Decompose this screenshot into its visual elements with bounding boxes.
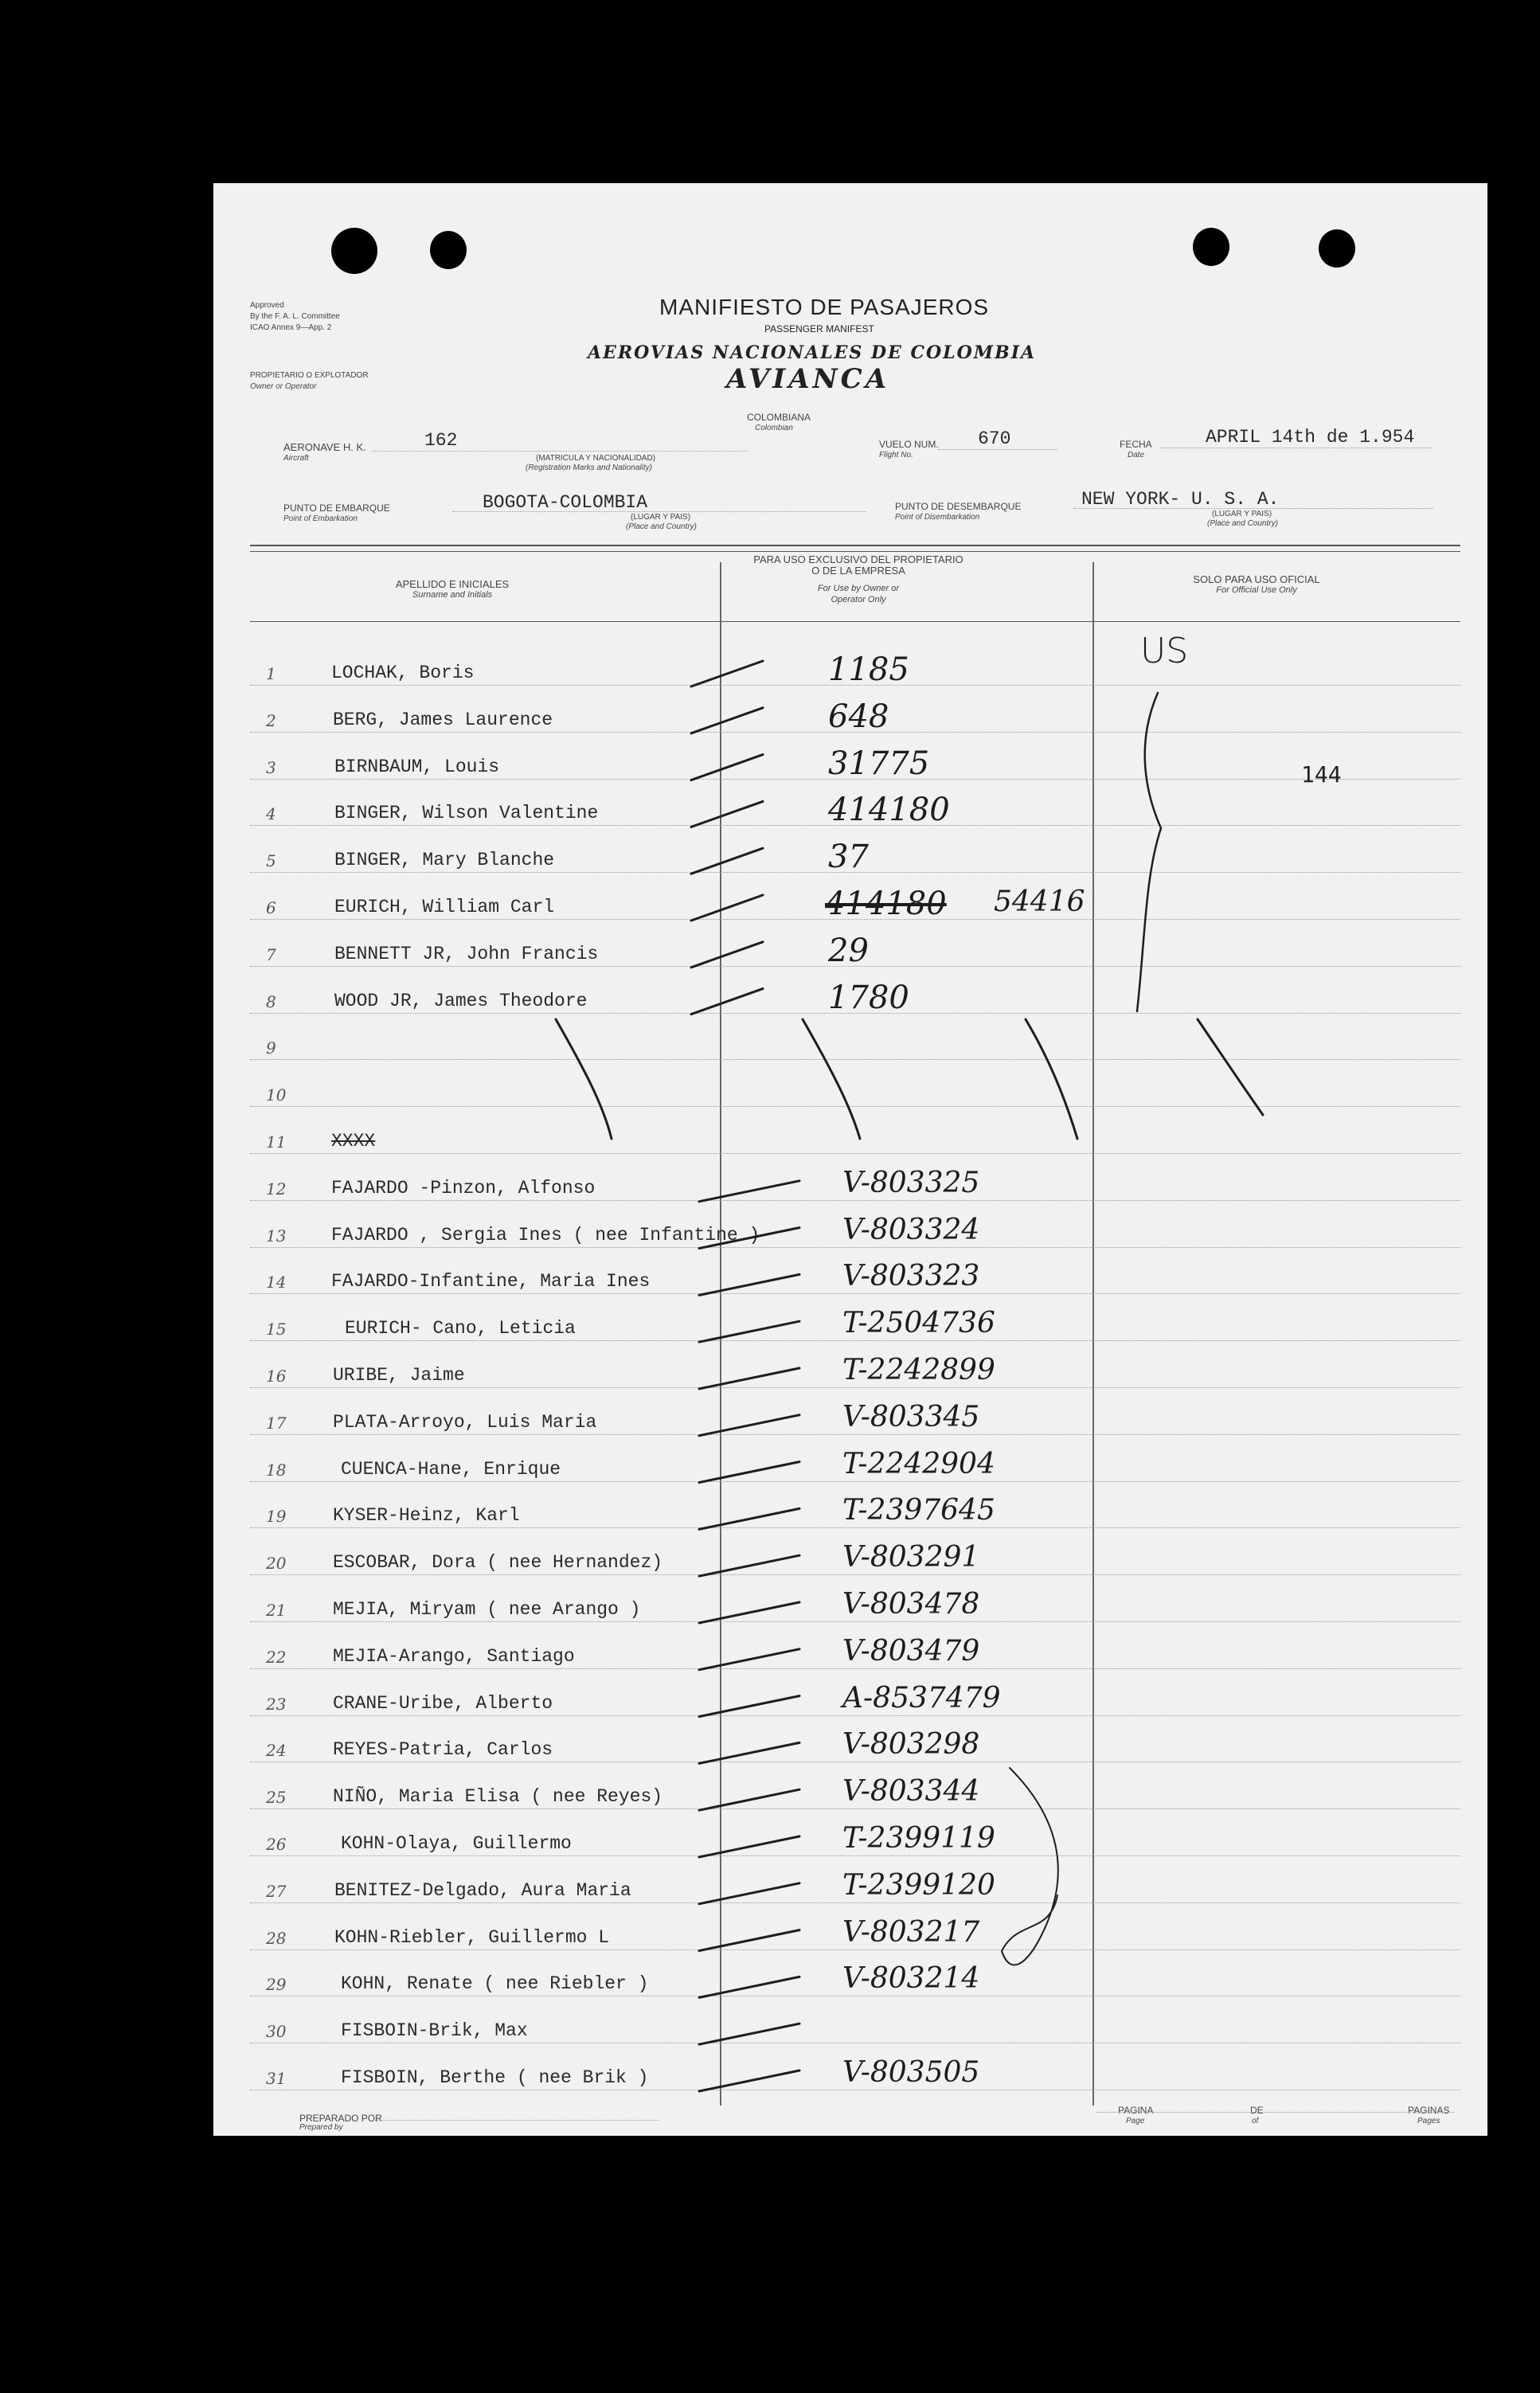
passenger-name: REYES-Patria, Carlos [333,1739,553,1761]
airline-short-name: AVIANCA [726,363,890,395]
manifest-title: MANIFIESTO DE PASAJEROS [659,295,990,319]
dash-stroke [699,1181,799,1202]
us-mark: US [1140,631,1189,671]
passenger-name: BENNETT JR, John Francis [334,943,599,964]
dash-stroke [699,1977,799,1997]
passenger-name: BENITEZ-Delgado, Aura Maria [334,1879,631,1901]
passenger-name: FAJARDO , Sergia Ines ( nee Infantine ) [331,1224,760,1245]
ticket-number: 1185 [828,651,909,688]
slash-stroke [1198,1019,1263,1115]
passenger-name: XXXX [331,1131,376,1152]
dash-stroke [699,1649,799,1670]
manifest-subtitle: PASSENGER MANIFEST [764,323,874,334]
passenger-name: KOHN, Renate ( nee Riebler ) [341,1973,649,1995]
row-number: 16 [266,1367,287,1386]
passenger-name: BINGER, Mary Blanche [334,850,555,871]
passenger-name: EURICH, William Carl [334,897,555,917]
passenger-name: EURICH- Cano, Leticia [345,1318,576,1339]
owner-sub: Owner or Operator [250,382,317,391]
check-stroke [691,661,763,686]
passenger-name: CUENCA-Hane, Enrique [341,1458,561,1480]
slash-stroke [1026,1019,1077,1139]
row-number: 9 [266,1038,276,1058]
dash-stroke [699,1274,799,1295]
ticket-number: V-803298 [842,1728,980,1762]
passenger-name: MEJIA-Arango, Santiago [333,1645,575,1667]
aircraft-value: 162 [424,430,458,451]
embark-sub: Point of Embarkation [283,514,358,523]
nationality-sub: Colombian [755,424,793,432]
passenger-name: FAJARDO-Infantine, Maria Ines [331,1271,651,1292]
flight-sub: Flight No. [879,451,913,459]
prepared-label: PREPARADO POR [299,2113,382,2124]
ticket-number: 414180 [828,792,950,829]
dash-stroke [699,1555,799,1576]
flight-label: VUELO NUM. [879,439,939,450]
of-sub: of [1252,2117,1259,2125]
row-number: 29 [266,1975,287,1995]
dash-stroke [699,1368,799,1389]
approval-line-3: ICAO Annex 9—App. 2 [250,323,332,332]
pages-sub: Pages [1417,2117,1440,2125]
ticket-number: V-803345 [842,1400,980,1433]
row-number: 1 [266,664,276,683]
ticket-number: V-803505 [842,2056,980,2089]
check-stroke [691,895,763,921]
dash-stroke [699,1508,799,1529]
check-stroke [691,848,763,874]
row-number: 6 [266,898,276,917]
ticket-number: T-2399119 [842,1822,995,1855]
ticket-number: V-803324 [842,1213,980,1246]
ticket-number-corrected: 54416 [994,886,1085,918]
ticket-number: V-803291 [842,1541,980,1574]
row-number: 14 [266,1273,287,1292]
ticket-number: T-2399120 [842,1868,995,1902]
ticket-number: 31775 [828,745,930,782]
row-number: 18 [266,1460,287,1480]
ticket-number: T-2397645 [842,1494,995,1527]
disembark-label: PUNTO DE DESEMBARQUE [895,501,1022,512]
dash-stroke [699,1789,799,1810]
disembark-place-label: (LUGAR Y PAIS) [1212,510,1272,518]
pages-label: PAGINAS [1408,2105,1450,2116]
passenger-name: KOHN-Olaya, Guillermo [341,1833,572,1854]
ticket-number: V-803323 [842,1260,980,1293]
row-number: 2 [266,710,276,730]
passenger-name: BINGER, Wilson Valentine [334,803,599,824]
approval-line-1: Approved [250,301,284,310]
row-number: 11 [266,1132,287,1152]
passenger-name: PLATA-Arroyo, Luis Maria [333,1411,597,1433]
manifest-sheet [213,183,1487,2136]
ticket-number: V-803344 [842,1775,980,1808]
ticket-number: V-803214 [842,1962,980,1996]
disembark-sub: Point of Disembarkation [895,513,980,522]
passenger-name: LOCHAK, Boris [331,663,475,683]
prepared-sub: Prepared by [299,2123,343,2132]
dash-stroke [699,1836,799,1857]
dash-stroke [699,2070,799,2091]
embark-place-label: (LUGAR Y PAIS) [631,513,691,522]
passenger-name: NIÑO, Maria Elisa ( nee Reyes) [333,1786,663,1808]
dash-stroke [699,1228,799,1249]
check-stroke [691,989,763,1015]
aircraft-sub: Aircraft [283,454,309,463]
ticket-number: 414180 [825,886,947,922]
ticket-number: 29 [828,932,869,969]
signature-stroke [1002,1768,1058,1965]
row-number: 31 [266,2069,287,2088]
slash-stroke [803,1019,860,1139]
column-header-official: SOLO PARA USO OFICIAL For Official Use Only [1193,573,1320,595]
dash-stroke [699,1321,799,1342]
dash-stroke [699,1883,799,1904]
ticket-number: T-2242899 [842,1354,995,1386]
embark-place-sub: (Place and Country) [626,522,697,531]
check-stroke [691,801,763,827]
row-number: 13 [266,1226,287,1245]
check-stroke [691,755,763,780]
embark-value: BOGOTA-COLOMBIA [483,492,648,513]
row-number: 20 [266,1554,287,1574]
passenger-name: FISBOIN-Brik, Max [341,2020,528,2042]
ticket-number: V-803478 [842,1588,980,1621]
disembark-place-sub: (Place and Country) [1207,519,1278,528]
ticket-number: T-2242904 [842,1447,995,1480]
approval-line-2: By the F. A. L. Committee [250,312,340,321]
row-number: 24 [266,1741,287,1761]
check-stroke [691,708,763,733]
passenger-name: WOOD JR, James Theodore [334,990,588,1011]
passenger-name: BIRNBAUM, Louis [334,756,500,777]
passenger-name: CRANE-Uribe, Alberto [333,1692,553,1714]
embark-label: PUNTO DE EMBARQUE [283,502,390,514]
row-number: 19 [266,1507,287,1527]
handwritten-marks [213,183,1487,2136]
row-number: 12 [266,1179,287,1198]
dash-stroke [699,1415,799,1436]
row-number: 23 [266,1694,287,1714]
disembark-value: NEW YORK- U. S. A. [1081,489,1280,510]
passenger-name: URIBE, Jaime [333,1365,465,1386]
dash-stroke [699,2023,799,2044]
row-number: 27 [266,1881,287,1901]
dash-stroke [699,1462,799,1483]
row-number: 21 [266,1601,287,1620]
row-number: 4 [266,804,276,824]
passenger-name: FISBOIN, Berthe ( nee Brik ) [341,2067,649,2088]
date-label: FECHA [1120,439,1152,450]
ticket-number: V-803325 [842,1166,980,1199]
ticket-number: T-2504736 [842,1307,995,1340]
row-number: 10 [266,1085,287,1105]
column-header-name: APELLIDO E INICIALES Surname and Initials [395,578,510,600]
official-count: 144 [1301,761,1342,788]
ticket-number: V-803217 [842,1915,980,1949]
dash-stroke [699,1930,799,1951]
flight-number-value: 670 [978,428,1011,449]
registration-label: (MATRICULA Y NACIONALIDAD) [536,454,656,463]
passenger-name: FAJARDO -Pinzon, Alfonso [331,1177,596,1198]
row-number: 22 [266,1647,287,1667]
row-number: 8 [266,991,276,1011]
passenger-name: ESCOBAR, Dora ( nee Hernandez) [333,1552,663,1574]
of-label: DE [1250,2105,1264,2116]
row-number: 15 [266,1320,287,1339]
ticket-number: A-8537479 [842,1681,1001,1715]
airline-name: AEROVIAS NACIONALES DE COLOMBIA [588,342,1037,363]
row-number: 3 [266,757,276,777]
column-header-owner: PARA USO EXCLUSIVO DEL PROPIETARIO O DE LA EMPRESA For Use by Owner or Operator Only [753,553,963,604]
ticket-number: 648 [828,698,889,735]
page-label: PAGINA [1118,2105,1154,2116]
passenger-name: KYSER-Heinz, Karl [333,1505,520,1527]
passenger-name: MEJIA, Miryam ( nee Arango ) [333,1599,641,1620]
row-number: 30 [266,2022,287,2042]
row-number: 7 [266,944,276,964]
page-sub: Page [1126,2117,1145,2125]
row-number: 17 [266,1413,287,1433]
slash-stroke [556,1019,612,1139]
nationality-value: COLOMBIANA [747,412,811,423]
aircraft-label: AERONAVE H. K. [283,441,366,453]
owner-label: PROPIETARIO O EXPLOTADOR [250,371,369,380]
passenger-name: BERG, James Laurence [333,709,553,730]
date-sub: Date [1128,451,1145,459]
date-value: APRIL 14th de 1.954 [1206,427,1415,448]
row-number: 28 [266,1928,287,1948]
ticket-number: V-803479 [842,1634,980,1668]
row-number: 25 [266,1788,287,1808]
bracket-stroke [1137,693,1161,1011]
ticket-number: 37 [828,839,869,876]
registration-sub: (Registration Marks and Nationality) [526,463,652,472]
passenger-name: KOHN-Riebler, Guillermo L [334,1926,610,1948]
ticket-number: 1780 [828,979,909,1016]
row-number: 5 [266,851,276,871]
dash-stroke [699,1742,799,1763]
row-number: 26 [266,1835,287,1854]
dash-stroke [699,1696,799,1717]
check-stroke [691,942,763,968]
dash-stroke [699,1602,799,1623]
